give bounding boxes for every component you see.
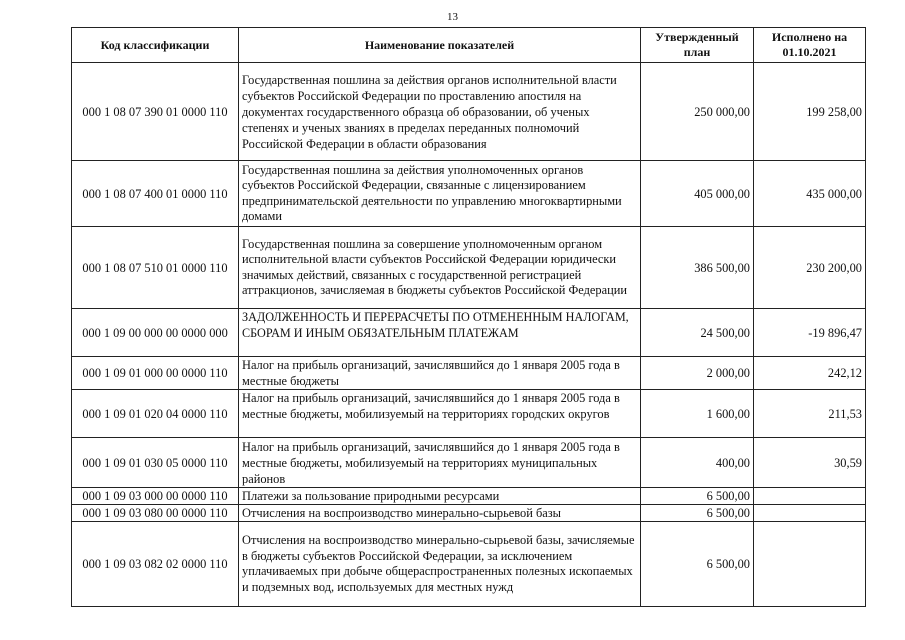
- row-plan: 405 000,00: [641, 161, 754, 227]
- header-code: Код классификации: [72, 28, 239, 63]
- page-number: 13: [447, 11, 458, 23]
- row-executed: 211,53: [754, 390, 866, 438]
- table-row: [72, 357, 866, 390]
- row-executed: 242,12: [754, 357, 866, 390]
- row-plan: 1 600,00: [641, 390, 754, 438]
- row-code: 000 1 09 03 082 02 0000 110: [72, 522, 239, 607]
- row-code: 000 1 08 07 400 01 0000 110: [72, 161, 239, 227]
- table-header-row: [72, 28, 866, 63]
- row-code: 000 1 09 00 000 00 0000 000: [72, 309, 239, 357]
- row-name: Налог на прибыль организаций, зачислявшийся до 1 января 2005 года в местные бюджеты, мобилизуемый на территориях муниципальных районов: [239, 438, 641, 488]
- row-code: 000 1 08 07 510 01 0000 110: [72, 227, 239, 309]
- header-name: Наименование показателей: [239, 28, 641, 63]
- row-name: Платежи за пользование природными ресурсами: [239, 488, 641, 505]
- row-plan: 6 500,00: [641, 505, 754, 522]
- row-executed: -19 896,47: [754, 309, 866, 357]
- row-code: 000 1 09 01 000 00 0000 110: [72, 357, 239, 390]
- row-code: 000 1 09 01 030 05 0000 110: [72, 438, 239, 488]
- table-row: [72, 438, 866, 488]
- row-plan: 386 500,00: [641, 227, 754, 309]
- row-code: 000 1 09 03 080 00 0000 110: [72, 505, 239, 522]
- row-plan: 2 000,00: [641, 357, 754, 390]
- row-name: Государственная пошлина за действия органов исполнительной власти субъектов Российской Федерации по проставлению апостиля на документах государственного образца об образовании, об ученых степенях и ученых званиях в пределах переданных полномочий Российской Федерации в области образования: [239, 63, 641, 161]
- row-executed: 435 000,00: [754, 161, 866, 227]
- row-plan: 6 500,00: [641, 488, 754, 505]
- row-code: 000 1 08 07 390 01 0000 110: [72, 63, 239, 161]
- budget-table: [71, 27, 866, 607]
- table-row: [72, 63, 866, 161]
- row-plan: 250 000,00: [641, 63, 754, 161]
- header-plan: Утвержденный план: [641, 28, 754, 63]
- row-plan: 400,00: [641, 438, 754, 488]
- row-code: 000 1 09 01 020 04 0000 110: [72, 390, 239, 438]
- row-name: Отчисления на воспроизводство минерально-сырьевой базы, зачисляемые в бюджеты субъектов Российской Федерации, за исключением уплачиваемых при добыче общераспространенных полезных ископаемых и подземных вод, используемых для местных нужд: [239, 522, 641, 607]
- row-name: Государственная пошлина за совершение уполномоченным органом исполнительной власти субъектов Российской Федерации юридически значимых действий, связанных с государственной регистрацией аттракционов, зачисляемая в бюджеты субъектов Российской Федерации: [239, 227, 641, 309]
- row-code: 000 1 09 03 000 00 0000 110: [72, 488, 239, 505]
- table-row: [72, 227, 866, 309]
- row-executed: 199 258,00: [754, 63, 866, 161]
- row-executed: 230 200,00: [754, 227, 866, 309]
- row-name: Налог на прибыль организаций, зачислявшийся до 1 января 2005 года в местные бюджеты, мобилизуемый на территориях городских округов: [239, 390, 641, 438]
- table-row: [72, 161, 866, 227]
- row-plan: 6 500,00: [641, 522, 754, 607]
- table-row: [72, 390, 866, 438]
- row-name: Государственная пошлина за действия уполномоченных органов субъектов Российской Федерации, связанные с лицензированием предпринимательской деятельности по управлению многоквартирными домами: [239, 161, 641, 227]
- row-executed: [754, 522, 866, 607]
- row-name: Налог на прибыль организаций, зачислявшийся до 1 января 2005 года в местные бюджеты: [239, 357, 641, 390]
- table-row: [72, 522, 866, 607]
- table-row: [72, 488, 866, 505]
- header-executed: Исполнено на 01.10.2021: [754, 28, 866, 63]
- table-row: [72, 505, 866, 522]
- row-name: Отчисления на воспроизводство минерально-сырьевой базы: [239, 505, 641, 522]
- row-executed: [754, 488, 866, 505]
- row-executed: 30,59: [754, 438, 866, 488]
- row-executed: [754, 505, 866, 522]
- row-plan: 24 500,00: [641, 309, 754, 357]
- table-row: [72, 309, 866, 357]
- row-name: ЗАДОЛЖЕННОСТЬ И ПЕРЕРАСЧЕТЫ ПО ОТМЕНЕННЫМ НАЛОГАМ, СБОРАМ И ИНЫМ ОБЯЗАТЕЛЬНЫМ ПЛАТЕЖАМ: [239, 309, 641, 357]
